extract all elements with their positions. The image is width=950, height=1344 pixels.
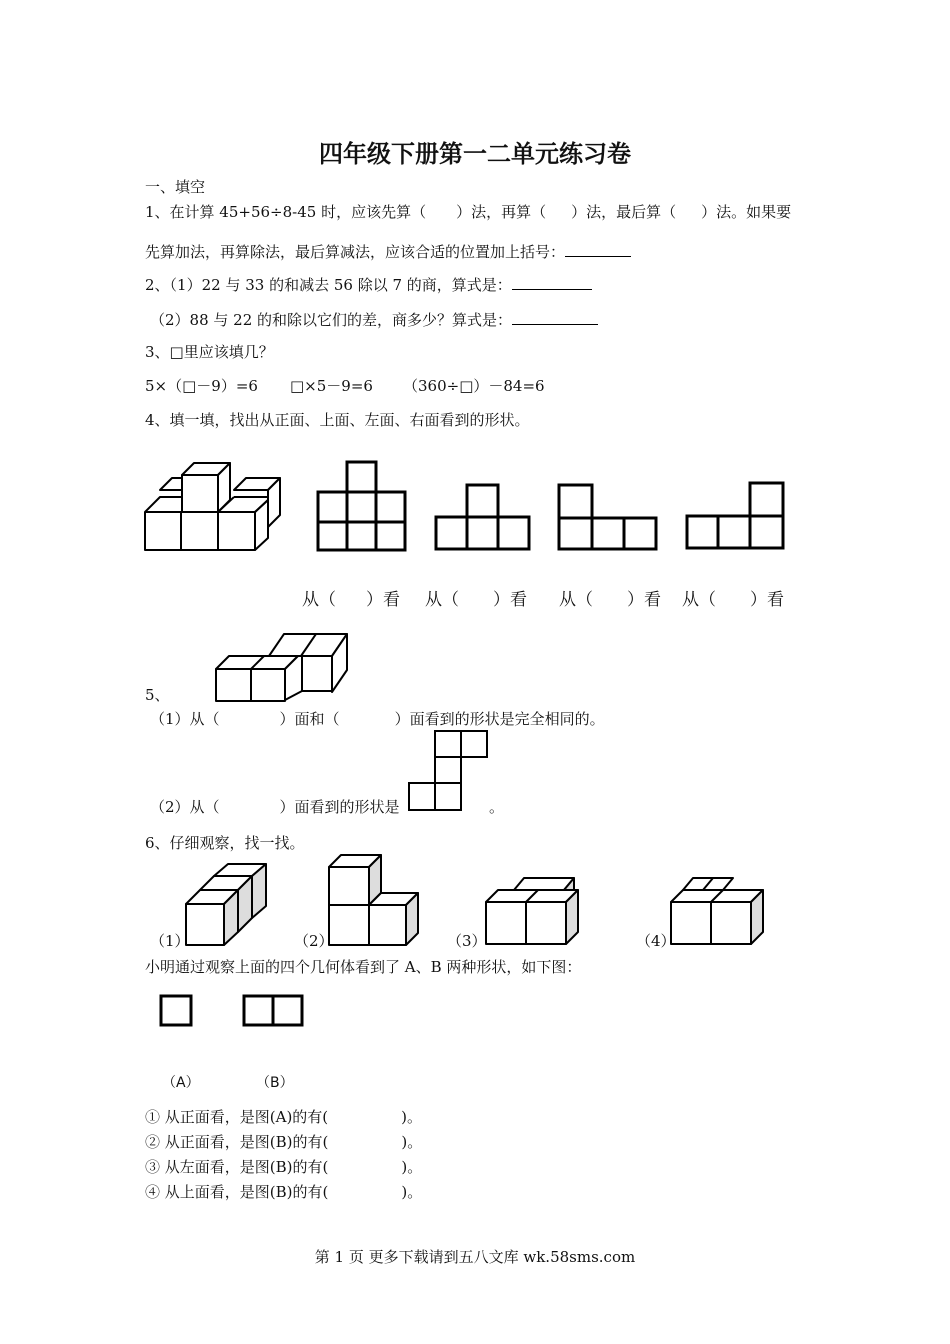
view-prefix: 从（	[559, 590, 593, 610]
q4-view-shape-4	[684, 481, 789, 553]
q6-item-1-end: )。	[401, 1108, 423, 1126]
q6-item-2-text: ② 从正面看，是图(B)的有(	[145, 1133, 329, 1151]
q6-item-4-text: ④ 从上面看，是图(B)的有(	[145, 1183, 329, 1201]
q4-view-label-4	[682, 585, 784, 610]
view-suffix: ）看	[750, 590, 784, 610]
q5-part1-text-b: ）面和（	[279, 710, 340, 728]
q6-item-3-end: )。	[401, 1158, 423, 1176]
q6-figure-1	[184, 860, 274, 950]
page-title: 四年级下册第一二单元练习卷	[319, 139, 631, 168]
q5-part2-text-b: ）面看到的形状是	[279, 798, 400, 816]
shape-b-label: （B）	[256, 1075, 294, 1091]
q3-prompt: 3、□里应该填几？	[145, 343, 274, 361]
view-prefix: 从（	[425, 590, 459, 610]
q1-line2	[145, 242, 631, 261]
q6-figure-4	[669, 876, 769, 948]
q6-prompt: 6、仔细观察，找一找。	[145, 834, 305, 852]
q5-part1-text-a: （1）从（	[150, 710, 220, 728]
q6-item-4-end: )。	[401, 1183, 423, 1201]
page-footer: 第 1 页 更多下载请到五八文库 wk.58sms.com	[314, 1248, 636, 1266]
q6-item-4	[145, 1183, 422, 1201]
q6-label-1: （1）	[150, 932, 190, 950]
q2-part2	[150, 310, 598, 329]
q6-figure-3	[484, 876, 584, 948]
section-heading: 一、填空	[145, 178, 206, 196]
q1-answer-blank[interactable]	[565, 242, 631, 257]
q3-equation-2: □×5－9=6	[290, 377, 373, 395]
q3-equation-3: （360÷□）－84=6	[403, 377, 545, 395]
q6-item-3	[145, 1158, 422, 1176]
shape-a-label: （A）	[162, 1075, 200, 1091]
q5-part2	[150, 798, 400, 816]
q6-description: 小明通过观察上面的四个几何体看到了 A、B 两种形状，如下图：	[145, 958, 582, 976]
q1-text-c: ）法，最后算（	[571, 203, 677, 221]
q4-view-label-3	[559, 585, 661, 610]
view-prefix: 从（	[682, 590, 716, 610]
q5-part1-text-c: ）面看到的形状是完全相同的。	[394, 710, 605, 728]
view-suffix: ）看	[627, 590, 661, 610]
q4-cube-stack-figure	[140, 455, 290, 560]
q4-prompt: 4、填一填，找出从正面、上面、左面、右面看到的形状。	[145, 411, 530, 429]
q4-view-shape-1	[315, 460, 410, 555]
q1-text-line2: 先算加法，再算除法，最后算减法，应该合适的位置加上括号：	[145, 243, 566, 261]
q2-part1	[145, 275, 592, 294]
q5-view-shape	[408, 729, 490, 813]
q2-part2-blank[interactable]	[512, 310, 598, 325]
q4-view-label-1	[302, 585, 400, 610]
shape-a	[159, 994, 194, 1028]
q4-view-label-2	[425, 585, 527, 610]
q5-part1	[150, 710, 605, 728]
q4-view-shape-2	[433, 483, 533, 553]
q6-figure-2	[327, 853, 422, 948]
q5-cube-figure	[212, 630, 357, 705]
q6-label-4: （4）	[636, 932, 676, 950]
q6-item-3-text: ③ 从左面看，是图(B)的有(	[145, 1158, 329, 1176]
q2-part2-text: （2）88 与 22 的和除以它们的差，商多少？算式是：	[150, 311, 513, 329]
view-prefix: 从（	[302, 590, 336, 610]
q5-label: 5、	[145, 686, 170, 704]
q2-part1-blank[interactable]	[512, 275, 592, 290]
view-suffix: ）看	[366, 590, 400, 610]
q5-part2-end: 。	[489, 798, 505, 816]
q1-text-b: ）法，再算（	[456, 203, 547, 221]
q6-item-1-text: ① 从正面看，是图(A)的有(	[145, 1108, 329, 1126]
q5-part2-text-a: （2）从（	[150, 798, 220, 816]
shape-b	[242, 994, 305, 1028]
q1-line1	[145, 203, 791, 221]
q6-item-1	[145, 1108, 422, 1126]
q6-item-2-end: )。	[401, 1133, 423, 1151]
q4-view-shape-3	[556, 483, 661, 553]
q1-text-d: ）法。如果要	[701, 203, 792, 221]
q1-text-a: 1、在计算 45+56÷8-45 时，应该先算（	[145, 203, 427, 221]
q2-part1-text: 2、（1）22 与 33 的和减去 56 除以 7 的商，算式是：	[145, 276, 512, 294]
q6-item-2	[145, 1133, 422, 1151]
q3-equation-1: 5×（□－9）=6	[145, 377, 258, 395]
q6-label-2: （2）	[294, 932, 334, 950]
q6-label-3: （3）	[447, 932, 487, 950]
view-suffix: ）看	[493, 590, 527, 610]
